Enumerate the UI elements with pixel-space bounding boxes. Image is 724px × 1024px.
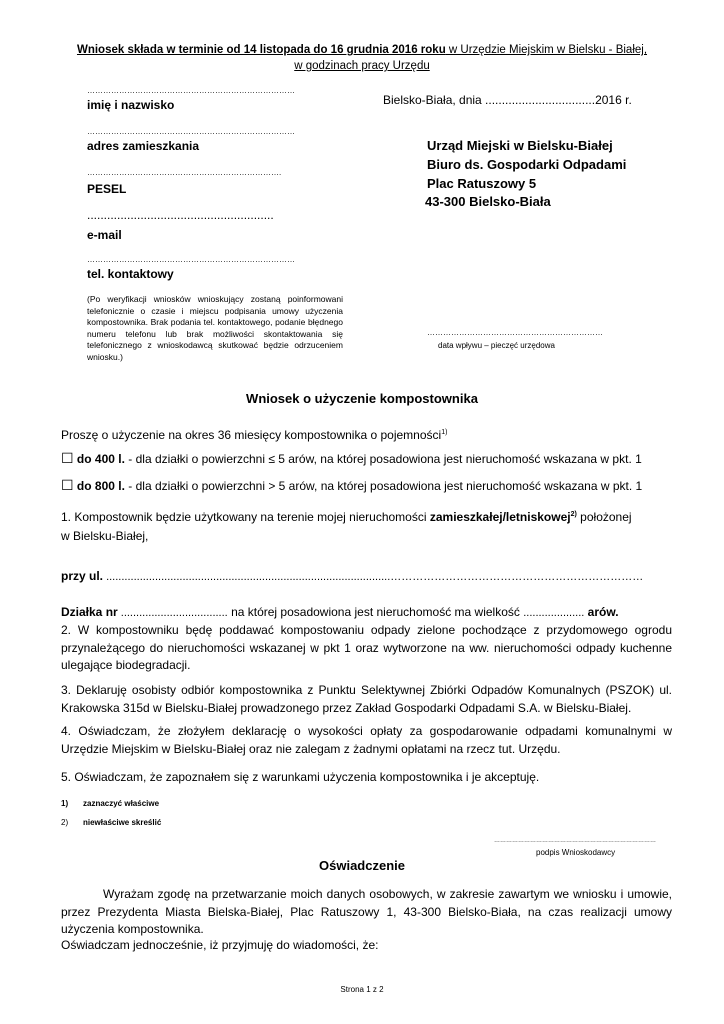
deadline-bold-text: Wniosek składa w terminie od 14 listopada do 16 grudnia 2016 roku xyxy=(76,44,446,56)
name-label: imię i nazwisko xyxy=(87,98,175,112)
submission-deadline-notice xyxy=(0,44,724,56)
point1-text-b: położonej xyxy=(576,510,632,524)
signature-label: podpis Wnioskodawcy xyxy=(536,848,616,857)
deadline-rest-text: w Urzędzie Miejskim w Bielsku - Białej, xyxy=(445,44,648,56)
option-800-label: do 800 l. xyxy=(76,479,125,493)
footnote-2-text: niewłaściwe skreślić xyxy=(83,818,162,827)
point1-line2: w Bielsku-Białej, xyxy=(61,529,149,543)
statement-acknowledgement: Oświadczam jednocześnie, iż przyjmuję do wiadomości, że: xyxy=(61,938,379,952)
footnote-2-number: 2) xyxy=(61,818,69,827)
street-row[interactable] xyxy=(61,569,643,583)
plot-unit: arów. xyxy=(584,605,619,619)
plot-area-dots[interactable]: .................... xyxy=(523,607,585,619)
phone-dots[interactable]: …………………………………………………………………… xyxy=(87,255,295,264)
footnote-1-text: zaznaczyć właściwe xyxy=(83,799,160,808)
stamp-label: data wpływu – pieczęć urzędowa xyxy=(438,341,555,350)
office-hours-notice: w godzinach pracy Urzędu xyxy=(294,60,430,72)
point1-line1 xyxy=(61,510,632,524)
option-800-checkbox[interactable]: ☐ xyxy=(61,477,74,493)
email-label: e-mail xyxy=(87,228,122,242)
point-3: 3. Deklaruję osobisty odbiór kompostownika z Punktu Selektywnej Zbiórki Odpadów Komunalnych (PSZOK) ul. Krakowska 315d w Bielsku-Białej prowadzonego przez Zakład Gospodarki Odpadami S.A. w Bielsku-Białej. xyxy=(61,683,672,715)
statement-consent: Wyrażam zgodę na przetwarzanie moich danych osobowych, w zakresie zawartym we wniosku i umowie, przez Prezydenta Miasta Bielska-Białej, Plac Ratuszowy 1, 43-300 Bielsko-Biała, na czas realizacji umowy użyczenia kompostownika. xyxy=(61,887,672,936)
option-400-checkbox[interactable]: ☐ xyxy=(61,450,74,466)
request-intro-text: Proszę o użyczenie na okres 36 miesięcy kompostownika o pojemności xyxy=(61,428,442,442)
phone-label: tel. kontaktowy xyxy=(87,267,174,281)
street-dots[interactable]: .............................................................................................…………………………………………………………… xyxy=(103,571,644,583)
point-5: 5. Oświadczam, że zapoznałem się z warunkami użyczenia kompostownika i je akceptuję. xyxy=(61,770,540,784)
point-4: 4. Oświadczam, że złożyłem deklarację o wysokości opłaty za gospodarowanie odpadami komunalnymi w Urzędzie Miejskim w Bielsku-Białej oraz nie zalegam z żadnymi opłatami na rzecz tut. Urzędu. xyxy=(61,724,672,756)
point-2: 2. W kompostowniku będę poddawać kompostowaniu odpady zielone pochodzące z przydomowego ogrodu przynależącego do nieruchomości wskazanej w pkt 1 oraz wytworzone na ww. nieruchomości odpady kuchenne ulegające biodegradacji. xyxy=(61,623,672,672)
address-dots[interactable]: …………………………………………………………………… xyxy=(87,127,295,136)
option-400-label: do 400 l. xyxy=(76,452,125,466)
point1-text-a: 1. Kompostownik będzie użytkowany na terenie mojej nieruchomości xyxy=(61,510,430,524)
signature-dots[interactable]: ……………………………………………………………………… xyxy=(494,838,656,844)
option-800-row[interactable] xyxy=(61,477,642,494)
option-400-description: - dla działki o powierzchni ≤ 5 arów, na której posadowiona jest nieruchomość wskazana w pkt. 1 xyxy=(124,452,642,466)
office-line-2: Biuro ds. Gospodarki Odpadami xyxy=(427,157,627,172)
pesel-label: PESEL xyxy=(87,182,127,196)
plot-number-dots[interactable]: ................................... xyxy=(117,607,228,619)
plot-mid-text: na której posadowiona jest nieruchomość ma wielkość xyxy=(227,605,524,619)
page-number: Strona 1 z 2 xyxy=(340,985,384,994)
option-400-row[interactable] xyxy=(61,450,642,467)
point1-property-type: zamieszkałej/letniskowej xyxy=(429,510,571,524)
option-800-description: - dla działki o powierzchni > 5 arów, na której posadowiona jest nieruchomość wskazana w pkt. 1 xyxy=(124,479,643,493)
name-dots[interactable]: …………………………………………………………………… xyxy=(87,86,295,95)
point1-footnote: 2) xyxy=(570,511,577,518)
office-line-1: Urząd Miejski w Bielsku-Białej xyxy=(427,138,613,153)
email-dots[interactable]: ........................................................ xyxy=(87,208,274,222)
address-label: adres zamieszkania xyxy=(87,139,200,153)
stamp-dots: ………………………………………………………… xyxy=(427,328,603,337)
form-title: Wniosek o użyczenie kompostownika xyxy=(246,391,478,406)
pesel-dots[interactable]: ………………………………………………………………. xyxy=(87,168,282,177)
phone-verification-note: (Po weryfikacji wniosków wnioskujący zostaną poinformowani telefonicznie o czasie i miejscu podpisania umowy użyczenia kompostownika. Brak podania tel. kontaktowego, podanie błędnego numeru telefonu lub brak możliwości skontaktowania się telefonicznego z wnioskodawcą skutkować będzie odrzuceniem wniosku.) xyxy=(87,294,343,362)
request-intro-footnote: 1) xyxy=(441,429,448,436)
footnote-1-number: 1) xyxy=(61,799,69,808)
office-line-4: 43-300 Bielsko-Biała xyxy=(425,194,551,209)
plot-label: Działka nr xyxy=(61,605,118,619)
place-date-line[interactable]: Bielsko-Biała, dnia .................................2016 r. xyxy=(383,93,632,107)
plot-row[interactable] xyxy=(61,605,619,619)
request-intro xyxy=(61,428,447,442)
statement-title: Oświadczenie xyxy=(319,858,405,873)
office-line-3: Plac Ratuszowy 5 xyxy=(427,176,537,191)
street-label: przy ul. xyxy=(61,569,104,583)
